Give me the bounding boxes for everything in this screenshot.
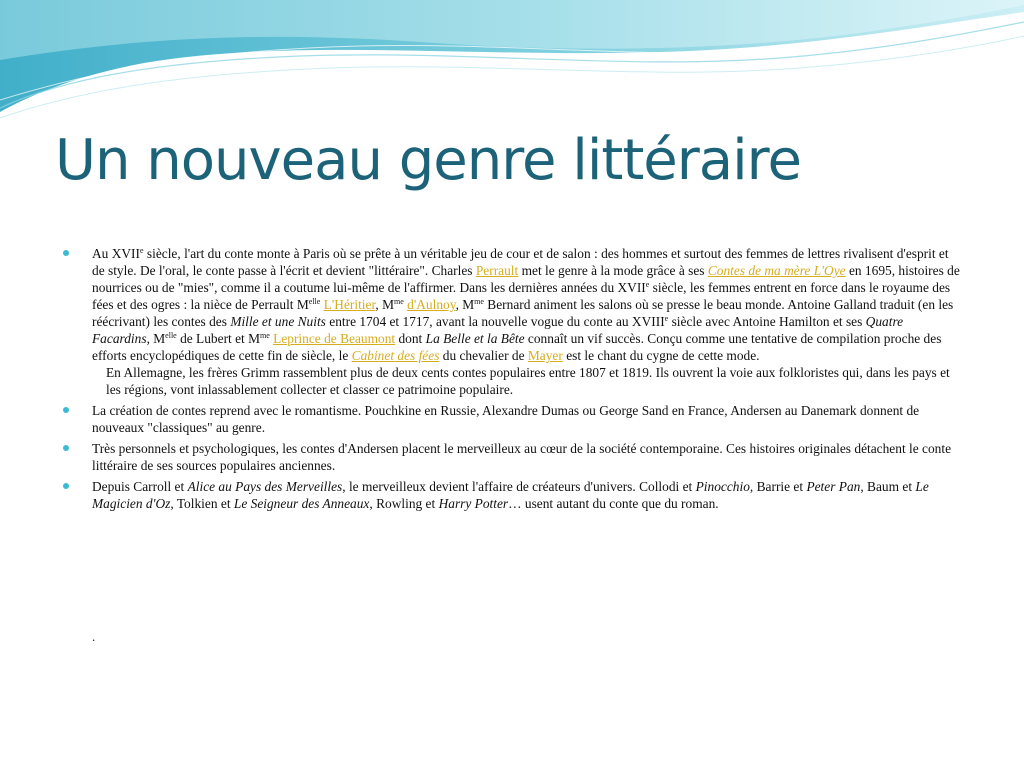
text-run: … usent autant du conte que du roman. [508,496,719,511]
bullet-paragraph [92,402,964,436]
text-run: , Tolkien et [170,496,234,511]
text-run: , Rowling et [369,496,439,511]
bullet-item [92,478,964,512]
bullet-paragraph [92,245,964,364]
text-link[interactable]: Perrault [475,263,519,278]
text-link[interactable]: Mayer [527,348,563,363]
text-run: En Allemagne, les frères Grimm rassemblent plus de deux cents contes populaires entre 1807 et 1819. Ils ouvrent la voie aux folkloristes qui, dans les pays et les régions, vont inlassablement collecter et classer ce patrimoine populaire. [106,365,950,397]
text-run: , Barrie et [749,479,807,494]
text-run: dont [395,331,426,346]
bullet-paragraph [92,440,964,474]
text-run: siècle, l'art du conte monte à Paris où se prête à un véritable jeu de cour et de salon : des hommes et surtout des femmes de lettres rivalisent d'esprit et de style. De l'oral, le conte passe à l'écrit et devient "littéraire". Charles [92,246,949,278]
slide-body [92,245,964,516]
bullet-item [92,440,964,474]
italic-text: Peter Pan [806,479,861,494]
superscript: elle [165,331,177,340]
superscript: elle [308,297,321,306]
text-run: siècle, les femmes entrent en force dans le royaume des fées et des ogres : la nièce de Perrault M [92,280,951,312]
text-run: entre 1704 et 1717, avant la nouvelle vogue du conte au XVIII [325,314,665,329]
italic-text: Alice au Pays des Merveilles [187,479,343,494]
text-run: met le genre à la mode grâce à ses [518,263,708,278]
text-run: de Lubert et M [176,331,261,346]
text-run: Au XVII [92,246,140,261]
superscript: me [474,297,484,306]
italic-text: Harry Potter [438,496,509,511]
text-link[interactable]: L'Héritier [323,297,376,312]
text-run: en 1695, histoires de nourrices ou de "mies", comme il a coutume lui-même de l'affirmer. Dans les dernières années du XVII [92,263,960,295]
text-link[interactable]: Cabinet des fées [351,348,440,363]
text-run: siècle avec Antoine Hamilton et ses [668,314,866,329]
bullet-item [92,245,964,398]
bullet-item [92,402,964,436]
italic-text: Quatre Facardins [92,314,904,346]
text-run: Depuis Carroll et [92,479,188,494]
header-wave-decoration [0,0,1024,130]
text-run: , le merveilleux devient l'affaire de créateurs d'univers. Collodi et [342,479,696,494]
text-run: , Baum et [860,479,916,494]
superscript: me [394,297,404,306]
slide-title: Un nouveau genre littéraire [55,128,801,193]
text-run: , M [455,297,475,312]
text-link[interactable]: d'Aulnoy [407,297,456,312]
superscript: e [139,246,144,255]
bullet-list [92,245,964,512]
italic-text: Mille et une Nuits [230,314,326,329]
superscript: me [260,331,270,340]
superscript: e [645,280,650,289]
text-run: , M [375,297,394,312]
superscript: e [664,314,669,323]
italic-text: Le Seigneur des Anneaux [233,496,370,511]
bullet-paragraph [92,478,964,512]
text-link[interactable]: Leprince de Beaumont [273,331,396,346]
text-run: Très personnels et psychologiques, les contes d'Andersen placent le merveilleux au cœur de la société contemporaine. Ces histoires originales détachent le conte littéraire de ses sources populaires anciennes. [92,441,952,473]
text-run: , M [146,331,166,346]
trailing-dot: . [92,629,96,644]
text-run: La création de contes reprend avec le romantisme. Pouchkine en Russie, Alexandre Dumas ou George Sand en France, Andersen au Danemark donnent de nouveaux "classiques" au genre. [92,403,920,435]
italic-text: Le Magicien d'Oz [92,479,929,511]
italic-text: Pinocchio [695,479,750,494]
text-link[interactable]: Contes de ma mère L'Oye [707,263,846,278]
text-run: est le chant du cygne de cette mode. [562,348,760,363]
italic-text: La Belle et la Bête [425,331,525,346]
text-run: Bernard animent les salons où se presse le beau monde. Antoine Galland traduit (en les réécrivant) les contes des [92,297,954,329]
text-run: connaît un vif succès. Conçu comme une tentative de compilation proche des efforts encyclopédiques de cette fin de siècle, le [92,331,942,363]
text-run: du chevalier de [439,348,528,363]
bullet-paragraph [92,364,964,398]
